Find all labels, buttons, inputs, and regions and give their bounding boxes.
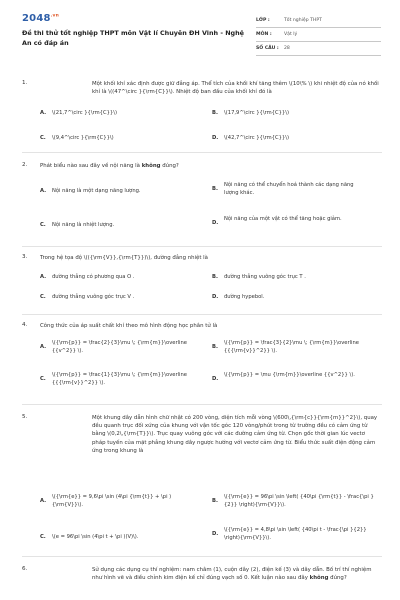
option-a[interactable] [40, 188, 182, 196]
meta-row-count [256, 42, 381, 56]
question-2 [22, 162, 384, 244]
option-d[interactable] [212, 527, 379, 542]
option-b[interactable] [212, 274, 354, 282]
option-letter: A. [40, 110, 47, 116]
option-letter: B. [212, 186, 218, 192]
divider [22, 152, 382, 153]
meta-value: Vật lý [284, 32, 298, 37]
option-c[interactable] [40, 372, 202, 387]
option-text: \({\rm{p}} = \frac{1}{3}\mu \; {\rm{m}}\overline {{{\rm{v}}^2}} \). [52, 372, 187, 386]
option-text: \(21,7^\circ }{\rm{C}}\) [52, 110, 117, 116]
option-letter: B. [212, 110, 218, 116]
option-letter: A. [40, 344, 47, 350]
option-letter: B. [212, 498, 218, 504]
question-number: 5. [22, 414, 28, 420]
question-number: 4. [22, 322, 28, 328]
question-3 [22, 254, 384, 316]
option-c[interactable] [40, 222, 182, 230]
option-d[interactable] [212, 216, 354, 228]
option-b[interactable] [212, 182, 354, 197]
divider [22, 314, 382, 315]
question-text [92, 566, 380, 582]
logo-suffix: .vn [50, 13, 60, 19]
meta-label: LỚP : [256, 18, 270, 23]
divider [22, 556, 382, 557]
question-number: 1. [22, 80, 28, 86]
option-b[interactable] [212, 494, 379, 509]
option-text: \(e = 96\pi \sin (4\pi t + \pi )(V)\). [52, 534, 139, 540]
option-letter: C. [40, 376, 46, 382]
option-text: \({\rm{p}} = \mu {\rm{m}}\overline {{v^2}} \). [224, 372, 355, 378]
logo-text: 2048 [22, 13, 51, 24]
question-text: Một khối khí xác định được giữ đẳng áp. Thể tích của khối khí tăng thêm \(10\% \) khi nhiệt độ của nó khối khí là \((47^\circ }{\rm{C}}\). Nhiệt độ ban đầu của khối khí đó là [92, 81, 379, 96]
meta-value: Tốt nghiệp THPT [284, 18, 322, 23]
option-d[interactable] [212, 294, 354, 302]
question-number: 6. [22, 566, 28, 572]
option-text: \({\rm{e}} = 4,8\pi \sin \left( {40\pi t - \frac{\pi }{2}} \right){\rm{V}}\). [224, 527, 367, 541]
option-text: \(42,7^\circ }{\rm{C}}\) [224, 135, 289, 141]
option-text: Nội năng có thể chuyển hoá thành các dạng năng lượng khác. [224, 182, 354, 196]
option-b[interactable] [212, 340, 374, 355]
option-b[interactable] [212, 110, 354, 118]
question-text: Trong hệ tọa độ \(({\rm{V}},{\rm{T}})\), đường đẳng nhiệt là [40, 255, 208, 261]
meta-label: MÔN : [256, 32, 272, 37]
option-text: \({\rm{e}} = 96\pi \sin \left( {40\pi {\rm{t}} - \frac{\pi }{2}} \right){\rm{V}}\). [224, 494, 374, 508]
option-letter: A. [40, 498, 47, 504]
meta-label: SỐ CÂU : [256, 46, 279, 51]
option-letter: B. [212, 274, 218, 280]
meta-row-subject [256, 28, 381, 42]
option-text: đường thẳng có phương qua O . [52, 274, 135, 280]
option-d[interactable] [212, 135, 354, 143]
option-text: \(9,4^\circ }{\rm{C}}\) [52, 135, 114, 141]
option-text: \({\rm{p}} = \frac{2}{3}\mu \; {\rm{m}}\overline {{v^2}} \). [52, 340, 187, 354]
question-text: Một khung dây dẫn hình chữ nhật có 200 vòng, diện tích mỗi vòng \(600\,{\rm{c}}{\rm{m}}^2}\), quay đều quanh trục đối xứng của khung với vận tốc góc 120 vòng/phút trong từ trường đều có cảm ứng từ bằng \(0,2\,{\rm{T}}\). Trục quay vuông góc với các đường cảm ứng từ. Chọn gốc thời gian lúc vectơ pháp tuyến của mặt phẳng khung dây ngược hướng với vectơ cảm ứng từ. Biểu thức suất điện động cảm ứng trong khung là [92, 415, 378, 454]
question-text-emphasis: không [141, 163, 161, 169]
document-title: Đề thi thử tốt nghiệp THPT môn Vật lí Chuyên ĐH Vinh - Nghệ An có đáp án [22, 29, 245, 47]
question-1 [22, 80, 384, 150]
option-letter: B. [212, 344, 218, 350]
option-c[interactable] [40, 294, 182, 302]
question-text-part: đúng? [328, 575, 347, 582]
question-text-part: Phát biểu nào sau đây về nội năng là [40, 163, 142, 169]
question-number: 3. [22, 254, 28, 260]
question-5 [22, 414, 384, 554]
option-text: đường thẳng vuông góc trục T . [224, 274, 306, 280]
question-4 [22, 322, 384, 404]
question-text [40, 162, 380, 170]
question-text-emphasis: không [309, 575, 329, 582]
option-letter: A. [40, 188, 47, 194]
option-text: \(17,9^\circ }{\rm{C}}\) [224, 110, 289, 116]
option-a[interactable] [40, 340, 202, 355]
option-letter: C. [40, 135, 46, 141]
option-a[interactable] [40, 110, 182, 118]
option-letter: A. [40, 274, 47, 280]
option-c[interactable] [40, 135, 182, 143]
option-text: Nội năng của một vật có thể tăng hoặc giảm. [224, 216, 342, 222]
option-text: \({\rm{p}} = \frac{3}{2}\mu \; {\rm{m}}\overline {{{\rm{v}}^2}} \). [224, 340, 359, 354]
option-letter: D. [212, 531, 219, 537]
site-logo[interactable] [22, 13, 59, 24]
option-c[interactable] [40, 534, 202, 542]
option-letter: D. [212, 294, 219, 300]
question-text: Công thức của áp suất chất khí theo mô hình động học phân tử là [40, 323, 218, 329]
question-6 [22, 566, 384, 598]
option-text: \({\rm{e}} = 9,6\pi \sin (4\pi {\rm{t}} + \pi ) {\rm{V}}\). [52, 494, 172, 508]
option-text: đường hypebol. [224, 294, 265, 300]
option-a[interactable] [40, 494, 202, 509]
question-text-part: đúng? [160, 163, 179, 169]
option-letter: C. [40, 534, 46, 540]
question-number: 2. [22, 162, 28, 168]
option-text: đường thẳng vuông góc trục V . [52, 294, 135, 300]
divider [22, 246, 382, 247]
divider [22, 404, 382, 405]
question-text-part: Sử dụng các dụng cụ thí nghiệm: nam châm (1), cuộn dây (2), điện kế (3) và dây dẫn. Bố trí thí nghiệm như hình vẽ và điều chỉnh kim điện kế chỉ đúng vạch số 0. Kết luận nào sau đây [92, 567, 372, 582]
option-letter: D. [212, 220, 219, 226]
option-letter: C. [40, 222, 46, 228]
document-meta [256, 14, 381, 56]
option-letter: D. [212, 135, 219, 141]
option-letter: C. [40, 294, 46, 300]
option-letter: D. [212, 376, 219, 382]
option-text: Nội năng là một dạng năng lượng. [52, 188, 141, 194]
page-header [0, 0, 400, 60]
meta-row-class [256, 14, 381, 28]
option-text: Nội năng là nhiệt lượng. [52, 222, 115, 228]
meta-value: 28 [284, 46, 290, 51]
option-d[interactable] [212, 372, 374, 384]
option-a[interactable] [40, 274, 182, 282]
